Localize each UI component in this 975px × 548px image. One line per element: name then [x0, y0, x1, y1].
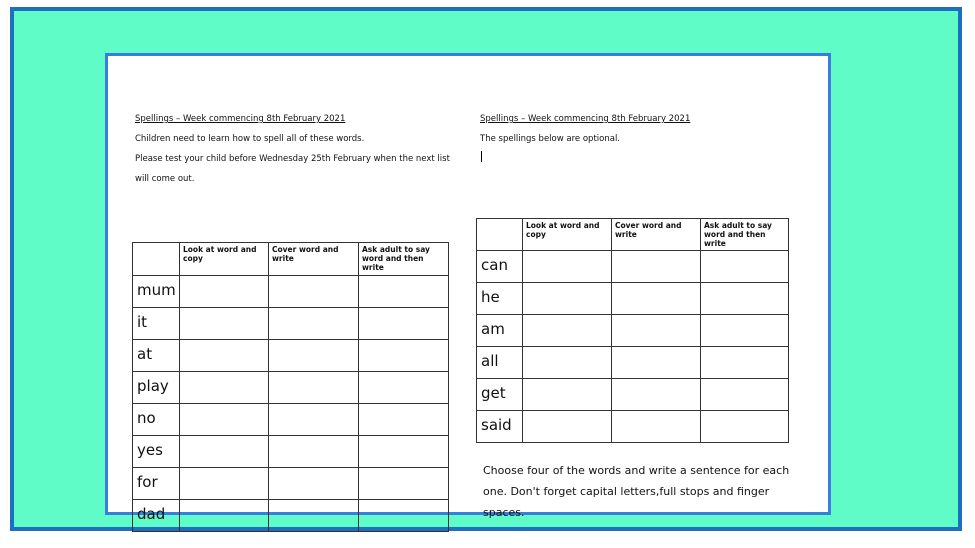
write-cell [269, 308, 359, 340]
spelling-word: yes [133, 436, 180, 468]
copy-cell [180, 404, 269, 436]
worksheet-page [105, 53, 831, 523]
table-row [133, 276, 449, 308]
table-row [133, 436, 449, 468]
spelling-word: play [133, 372, 180, 404]
write-cell [612, 315, 701, 347]
test-cell [359, 340, 449, 372]
copy-cell [180, 276, 269, 308]
test-cell [359, 308, 449, 340]
sentence-task: Choose four of the words and write a sentence for each one. Don't forget capital letters,full stops and finger spaces. [483, 464, 790, 519]
spelling-word: at [133, 340, 180, 372]
test-cell [359, 468, 449, 500]
table-row [477, 315, 789, 347]
test-cell [701, 315, 789, 347]
header-cell-ask: Ask adult to say word and then write [701, 219, 789, 251]
spelling-word: no [133, 404, 180, 436]
header-cell-ask: Ask adult to say word and then write [359, 243, 449, 276]
copy-cell [180, 436, 269, 468]
copy-cell [180, 468, 269, 500]
test-cell [359, 372, 449, 404]
table-row [133, 500, 449, 532]
text-cursor [481, 151, 482, 162]
table-row [477, 283, 789, 315]
copy-cell [523, 251, 612, 283]
copy-cell [523, 283, 612, 315]
table-row [477, 347, 789, 379]
header-cell-look: Look at word and copy [180, 243, 269, 276]
spelling-word: dad [133, 500, 180, 532]
table-row [133, 404, 449, 436]
table-header-row [133, 243, 449, 276]
copy-cell [523, 379, 612, 411]
table-row [477, 379, 789, 411]
test-cell [359, 436, 449, 468]
spelling-word: am [477, 315, 523, 347]
write-cell [612, 379, 701, 411]
copy-cell [180, 308, 269, 340]
table-row [477, 411, 789, 443]
optional-spellings-table [476, 218, 789, 443]
optional-spellings-panel [480, 109, 810, 519]
right-instruction: The spellings below are optional. [480, 134, 621, 144]
copy-cell [180, 340, 269, 372]
left-title: Spellings – Week commencing 8th February 2021 [135, 114, 346, 124]
compulsory-spellings-panel [135, 109, 455, 523]
test-cell [359, 404, 449, 436]
table-row [133, 308, 449, 340]
write-cell [269, 372, 359, 404]
header-cell-look: Look at word and copy [523, 219, 612, 251]
header-cell-word [133, 243, 180, 276]
test-cell [701, 347, 789, 379]
test-cell [359, 276, 449, 308]
write-cell [612, 251, 701, 283]
table-row [477, 251, 789, 283]
spelling-word: mum [133, 276, 180, 308]
copy-cell [523, 411, 612, 443]
write-cell [269, 500, 359, 532]
test-cell [701, 411, 789, 443]
header-cell-cover: Cover word and write [269, 243, 359, 276]
spelling-word: all [477, 347, 523, 379]
table-row [133, 372, 449, 404]
write-cell [269, 436, 359, 468]
copy-cell [180, 372, 269, 404]
test-cell [701, 251, 789, 283]
copy-cell [523, 347, 612, 379]
table-header-row [477, 219, 789, 251]
test-cell [359, 500, 449, 532]
table-row [133, 340, 449, 372]
spelling-word: said [477, 411, 523, 443]
write-cell [612, 411, 701, 443]
write-cell [269, 404, 359, 436]
write-cell [612, 283, 701, 315]
test-cell [701, 283, 789, 315]
table-row [133, 468, 449, 500]
spelling-word: it [133, 308, 180, 340]
spelling-word: get [477, 379, 523, 411]
write-cell [612, 347, 701, 379]
spelling-word: for [133, 468, 180, 500]
spelling-word: can [477, 251, 523, 283]
write-cell [269, 468, 359, 500]
compulsory-spellings-table [132, 242, 449, 532]
copy-cell [523, 315, 612, 347]
header-cell-cover: Cover word and write [612, 219, 701, 251]
copy-cell [180, 500, 269, 532]
slide-background [10, 7, 962, 531]
test-cell [701, 379, 789, 411]
left-instruction-3: will come out. [135, 174, 195, 184]
write-cell [269, 276, 359, 308]
write-cell [269, 340, 359, 372]
right-title: Spellings – Week commencing 8th February 2021 [480, 114, 691, 124]
left-instruction-1: Children need to learn how to spell all of these words. [135, 134, 365, 144]
header-cell-word [477, 219, 523, 251]
spelling-word: he [477, 283, 523, 315]
left-instruction-2: Please test your child before Wednesday 25th February when the next list [135, 154, 450, 164]
